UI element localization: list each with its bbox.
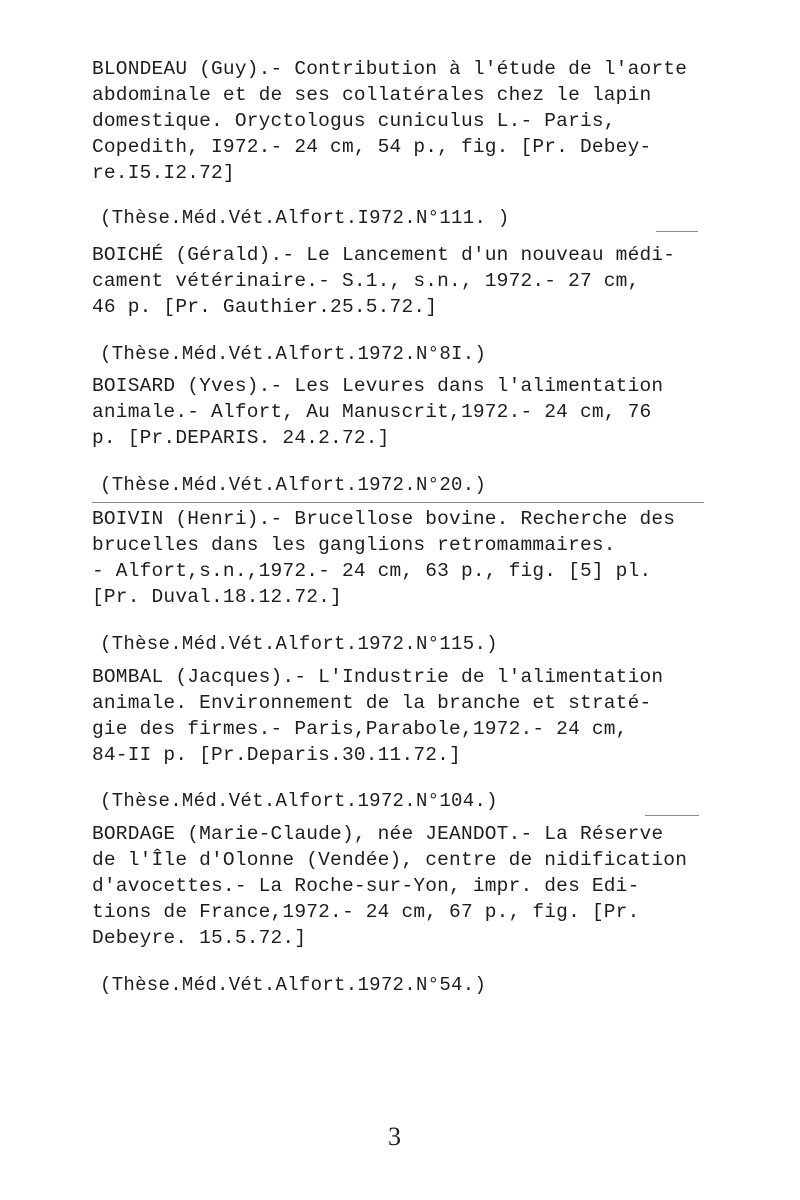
entry-line: domestique. Oryctologus cuniculus L.- Paris,	[92, 110, 616, 132]
entry-line: BOIVIN (Henri).- Brucellose bovine. Recherche des	[92, 508, 676, 530]
entry-line: d'avocettes.- La Roche-sur-Yon, impr. des Edi-	[92, 875, 640, 897]
thesis-note-bordage: (Thèse.Méd.Vét.Alfort.1972.N°54.)	[100, 974, 487, 996]
entry-line: 84-II p. [Pr.Deparis.30.11.72.]	[92, 744, 461, 766]
thesis-note-bombal: (Thèse.Méd.Vét.Alfort.1972.N°104.)	[100, 790, 498, 812]
entry-line: animale.- Alfort, Au Manuscrit,1972.- 24 cm, 76	[92, 401, 652, 423]
entry-line: [Pr. Duval.18.12.72.]	[92, 586, 342, 608]
entry-line: Debeyre. 15.5.72.]	[92, 927, 307, 949]
entry-line: - Alfort,s.n.,1972.- 24 cm, 63 p., fig. [5] pl.	[92, 560, 652, 582]
entry-line: BOISARD (Yves).- Les Levures dans l'alimentation	[92, 375, 664, 397]
catalog-entry-boisard	[92, 373, 732, 451]
entry-line: gie des firmes.- Paris,Parabole,1972.- 24 cm,	[92, 718, 628, 740]
divider-rule	[656, 231, 698, 232]
entry-line: BLONDEAU (Guy).- Contribution à l'étude de l'aorte	[92, 58, 688, 80]
catalog-entry-boiche	[92, 242, 732, 320]
thesis-note-blondeau: (Thèse.Méd.Vét.Alfort.I972.N°111. )	[100, 207, 510, 229]
thesis-note-boiche: (Thèse.Méd.Vét.Alfort.1972.N°8I.)	[100, 343, 487, 365]
catalog-entry-boivin	[92, 506, 732, 610]
entry-line: p. [Pr.DEPARIS. 24.2.72.]	[92, 427, 390, 449]
thesis-note-boivin: (Thèse.Méd.Vét.Alfort.1972.N°115.)	[100, 633, 498, 655]
entry-line: BOICHÉ (Gérald).- Le Lancement d'un nouveau médi-	[92, 244, 676, 266]
entry-line: abdominale et de ses collatérales chez le lapin	[92, 84, 652, 106]
thesis-note-boisard: (Thèse.Méd.Vét.Alfort.1972.N°20.)	[100, 474, 487, 496]
page-number: 3	[388, 1122, 401, 1151]
entry-line: brucelles dans les ganglions retromammaires.	[92, 534, 616, 556]
divider-rule	[645, 815, 699, 816]
entry-line: BOMBAL (Jacques).- L'Industrie de l'alimentation	[92, 666, 664, 688]
entry-line: BORDAGE (Marie-Claude), née JEANDOT.- La Réserve	[92, 823, 664, 845]
entry-line: re.I5.I2.72]	[92, 162, 235, 184]
catalog-entry-bordage	[92, 821, 732, 951]
entry-line: animale. Environnement de la branche et straté-	[92, 692, 652, 714]
entry-line: cament vétérinaire.- S.1., s.n., 1972.- 27 cm,	[92, 270, 640, 292]
divider-rule	[92, 502, 704, 503]
catalog-entry-blondeau	[92, 56, 732, 186]
catalog-entry-bombal	[92, 664, 732, 768]
entry-line: de l'Île d'Olonne (Vendée), centre de nidification	[92, 849, 688, 871]
entry-line: 46 p. [Pr. Gauthier.25.5.72.]	[92, 296, 438, 318]
entry-line: tions de France,1972.- 24 cm, 67 p., fig. [Pr.	[92, 901, 640, 923]
entry-line: Copedith, I972.- 24 cm, 54 p., fig. [Pr. Debey-	[92, 136, 652, 158]
